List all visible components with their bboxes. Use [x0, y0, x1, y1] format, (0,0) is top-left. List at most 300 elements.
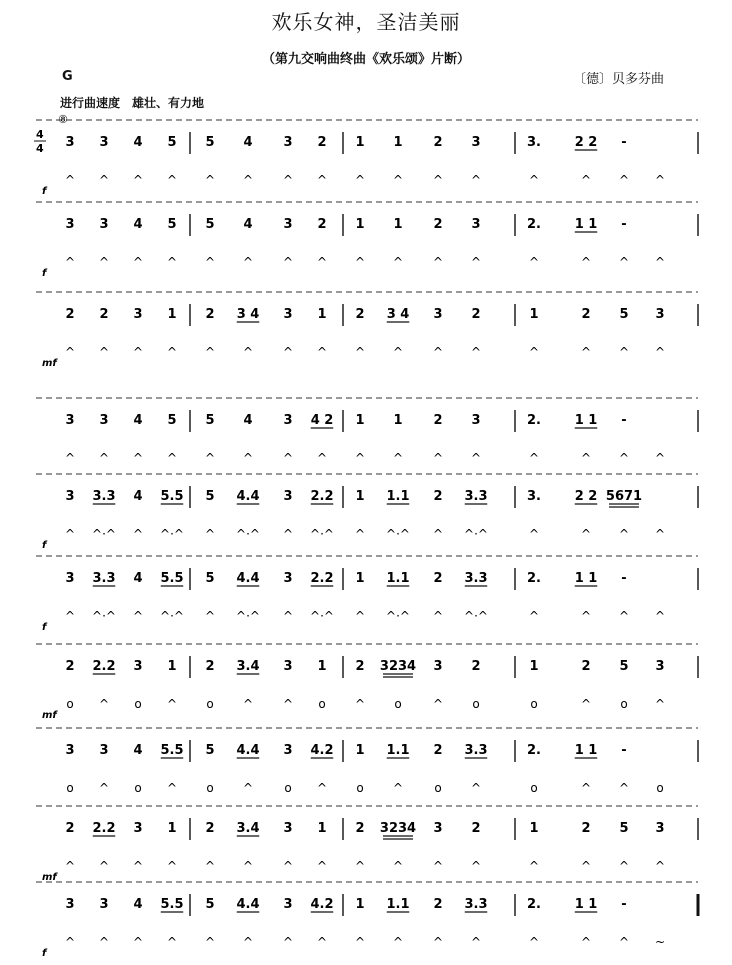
jianpu-note: 3	[471, 217, 481, 232]
articulation-mark: ^	[282, 697, 294, 711]
articulation-mark: ^	[528, 255, 540, 269]
jianpu-note: 2	[355, 307, 365, 322]
jianpu-note: 5	[205, 743, 215, 758]
jianpu-note: 4	[133, 135, 143, 150]
jianpu-note: 2	[581, 307, 591, 322]
articulation-mark: ^	[432, 345, 444, 359]
jianpu-note: 1	[355, 489, 365, 504]
articulation-mark: ^	[316, 345, 328, 359]
jianpu-note: 5	[205, 217, 215, 232]
jianpu-note: 3	[283, 821, 293, 836]
articulation-mark: ^	[242, 781, 254, 795]
jianpu-note: 2	[581, 821, 591, 836]
articulation-mark: ^	[528, 345, 540, 359]
jianpu-note: 3234	[379, 821, 417, 836]
articulation-mark: ^	[580, 935, 592, 949]
jianpu-note: 2.2	[310, 571, 334, 586]
articulation-mark: ^	[132, 255, 144, 269]
articulation-mark: ^	[654, 173, 666, 187]
articulation-mark: ^	[432, 935, 444, 949]
jianpu-note: 1	[529, 659, 539, 674]
jianpu-note: 3	[99, 217, 109, 232]
articulation-mark: ^	[98, 173, 110, 187]
articulation-mark: ^	[654, 451, 666, 465]
articulation-mark: ^	[204, 527, 216, 541]
articulation-mark: ^	[470, 781, 482, 795]
tempo-marking: 进行曲速度 雄壮、有力地	[60, 96, 205, 110]
jianpu-note: 1	[355, 217, 365, 232]
jianpu-note: 2	[205, 821, 215, 836]
jianpu-note: 4.2	[310, 743, 334, 758]
jianpu-note: 5	[205, 413, 215, 428]
jianpu-note: 5	[619, 307, 629, 322]
jianpu-note: 4.4	[236, 743, 260, 758]
articulation-mark: ^	[354, 609, 366, 623]
jianpu-note: 1 1	[574, 217, 598, 232]
articulation-mark: ^·^	[92, 609, 116, 623]
jianpu-note: 3	[433, 659, 443, 674]
time-signature-bottom: 4	[36, 142, 44, 155]
articulation-mark: ^	[580, 781, 592, 795]
articulation-mark: ^	[528, 173, 540, 187]
articulation-mark: ^	[242, 697, 254, 711]
articulation-mark: ^	[204, 451, 216, 465]
jianpu-note: 3	[283, 307, 293, 322]
jianpu-note: 2	[433, 217, 443, 232]
articulation-mark: o	[356, 781, 364, 795]
articulation-mark: ^	[580, 859, 592, 873]
jianpu-note: 4	[243, 217, 253, 232]
jianpu-note: 3	[65, 217, 75, 232]
articulation-mark: ^	[618, 859, 630, 873]
jianpu-note: 3	[283, 571, 293, 586]
articulation-mark: ^	[392, 173, 404, 187]
jianpu-note: 3	[283, 743, 293, 758]
jianpu-note: 3	[65, 135, 75, 150]
jianpu-note: 4.2	[310, 897, 334, 912]
jianpu-note: 3	[65, 489, 75, 504]
articulation-mark: ^	[64, 609, 76, 623]
jianpu-note: 1	[355, 743, 365, 758]
articulation-mark: ^·^	[464, 609, 488, 623]
jianpu-note: 5.5	[160, 571, 184, 586]
jianpu-note: 3.3	[464, 489, 488, 504]
jianpu-note: 2	[433, 135, 443, 150]
articulation-mark: o	[656, 781, 664, 795]
jianpu-note: 2.2	[92, 659, 116, 674]
articulation-mark: ^	[654, 697, 666, 711]
articulation-mark: ^	[618, 345, 630, 359]
jianpu-note: 3	[283, 659, 293, 674]
articulation-mark: ^	[98, 781, 110, 795]
articulation-mark: ^	[432, 173, 444, 187]
articulation-mark: ^	[282, 173, 294, 187]
jianpu-note: 2.	[527, 743, 541, 758]
jianpu-note: 1	[393, 135, 403, 150]
jianpu-note: 2.	[527, 413, 541, 428]
jianpu-note: 2.	[527, 571, 541, 586]
jianpu-note: 2	[433, 489, 443, 504]
articulation-mark: ^	[354, 173, 366, 187]
jianpu-note: 1	[317, 821, 327, 836]
jianpu-note: 1 1	[574, 897, 598, 912]
articulation-mark: ^	[432, 255, 444, 269]
articulation-mark: ^	[470, 859, 482, 873]
jianpu-note: 5.5	[160, 897, 184, 912]
jianpu-note: 2	[317, 135, 327, 150]
jianpu-note: 3	[433, 307, 443, 322]
articulation-mark: o	[66, 781, 74, 795]
jianpu-note: 1	[355, 135, 365, 150]
articulation-mark: ^	[470, 345, 482, 359]
articulation-mark: ^	[392, 451, 404, 465]
articulation-mark: ^	[470, 451, 482, 465]
jianpu-note: 1	[529, 821, 539, 836]
jianpu-note: 1.1	[386, 897, 410, 912]
articulation-mark: ^	[354, 527, 366, 541]
articulation-mark: ^	[580, 527, 592, 541]
jianpu-note: 5	[619, 659, 629, 674]
jianpu-note: -	[621, 217, 627, 232]
articulation-mark: ^	[242, 859, 254, 873]
articulation-mark: ^	[98, 345, 110, 359]
jianpu-note: 3.4	[236, 821, 260, 836]
articulation-mark: ^	[64, 173, 76, 187]
articulation-mark: o	[206, 697, 214, 711]
articulation-mark: ^·^	[160, 527, 184, 541]
jianpu-note: 1 1	[574, 571, 598, 586]
dynamic-marking: mf	[42, 872, 57, 883]
jianpu-note: 1	[167, 659, 177, 674]
jianpu-note: 5	[205, 571, 215, 586]
jianpu-note: 3	[99, 135, 109, 150]
articulation-mark: ^	[166, 859, 178, 873]
articulation-mark: ^	[282, 527, 294, 541]
articulation-mark: ^	[528, 609, 540, 623]
jianpu-note: 4	[243, 135, 253, 150]
jianpu-note: 3.3	[92, 571, 116, 586]
jianpu-note: 4	[133, 897, 143, 912]
articulation-mark: o	[134, 697, 142, 711]
song-title: 欢乐女神，圣洁美丽	[271, 10, 461, 34]
jianpu-note: 3.3	[464, 743, 488, 758]
articulation-mark: ^	[98, 935, 110, 949]
articulation-mark: ^	[98, 859, 110, 873]
jianpu-note: 3.3	[464, 571, 488, 586]
articulation-mark: ^	[470, 935, 482, 949]
jianpu-note: -	[621, 135, 627, 150]
key-signature: G	[62, 69, 73, 84]
dynamic-marking: mf	[42, 710, 57, 721]
articulation-mark: ^	[654, 527, 666, 541]
jianpu-note: 3.	[527, 489, 541, 504]
articulation-mark: ^	[132, 527, 144, 541]
jianpu-note: 3	[65, 413, 75, 428]
articulation-mark: ^	[282, 859, 294, 873]
jianpu-note: 1 1	[574, 743, 598, 758]
jianpu-note: 5	[205, 489, 215, 504]
articulation-mark: ^	[580, 697, 592, 711]
jianpu-note: -	[621, 571, 627, 586]
jianpu-note: 3	[655, 821, 665, 836]
jianpu-note: 2	[433, 413, 443, 428]
jianpu-note: 3	[133, 821, 143, 836]
articulation-mark: ^	[654, 255, 666, 269]
jianpu-note: -	[621, 897, 627, 912]
jianpu-note: -	[621, 743, 627, 758]
articulation-mark: ^	[618, 609, 630, 623]
jianpu-note: 3	[433, 821, 443, 836]
jianpu-note: 1	[317, 659, 327, 674]
jianpu-note: 2	[581, 659, 591, 674]
jianpu-note: 2	[471, 307, 481, 322]
articulation-mark: ^	[432, 697, 444, 711]
jianpu-note: 2.2	[310, 489, 334, 504]
dynamic-marking: f	[42, 622, 47, 633]
articulation-mark: ^	[580, 255, 592, 269]
jianpu-note: 5	[205, 897, 215, 912]
articulation-mark: ^	[64, 345, 76, 359]
jianpu-note: 2	[317, 217, 327, 232]
articulation-mark: ^·^	[386, 609, 410, 623]
jianpu-note: 3.4	[236, 659, 260, 674]
jianpu-note: 3	[99, 897, 109, 912]
articulation-mark: ^	[528, 859, 540, 873]
articulation-mark: ^	[242, 451, 254, 465]
jianpu-note: 2	[433, 571, 443, 586]
articulation-mark: ^	[354, 345, 366, 359]
articulation-mark: ^	[64, 255, 76, 269]
jianpu-note: 4.4	[236, 489, 260, 504]
articulation-mark: ^	[98, 451, 110, 465]
articulation-mark: ^	[470, 173, 482, 187]
articulation-mark: ^	[354, 451, 366, 465]
jianpu-note: 2	[205, 659, 215, 674]
articulation-mark: ^	[316, 255, 328, 269]
jianpu-note: 3	[99, 743, 109, 758]
time-signature-top: 4	[36, 128, 44, 141]
articulation-mark: ^	[242, 345, 254, 359]
jianpu-note: 3	[283, 135, 293, 150]
jianpu-note: 3	[283, 897, 293, 912]
jianpu-note: 2	[355, 821, 365, 836]
jianpu-note: 4	[243, 413, 253, 428]
jianpu-note: 3	[65, 897, 75, 912]
articulation-mark: o	[434, 781, 442, 795]
articulation-mark: ^	[392, 345, 404, 359]
articulation-mark: ^	[132, 609, 144, 623]
jianpu-note: 3	[65, 571, 75, 586]
articulation-mark: ^	[432, 609, 444, 623]
articulation-mark: ^	[204, 859, 216, 873]
jianpu-note: 3.3	[92, 489, 116, 504]
articulation-mark: ^	[392, 781, 404, 795]
articulation-mark: ^	[618, 527, 630, 541]
jianpu-note: 4	[133, 571, 143, 586]
jianpu-note: 2.2	[92, 821, 116, 836]
articulation-mark: ^	[316, 781, 328, 795]
articulation-mark: o	[472, 697, 480, 711]
articulation-mark: ~	[654, 935, 666, 949]
articulation-mark: ^·^	[310, 609, 334, 623]
jianpu-note: 2 2	[574, 489, 598, 504]
jianpu-note: 4	[133, 743, 143, 758]
jianpu-note: 1.1	[386, 571, 410, 586]
jianpu-note: -	[621, 413, 627, 428]
jianpu-note: 5	[205, 135, 215, 150]
jianpu-note: 3	[133, 307, 143, 322]
articulation-mark: o	[66, 697, 74, 711]
articulation-mark: ^	[204, 345, 216, 359]
articulation-mark: ^	[432, 527, 444, 541]
articulation-mark: ^	[166, 935, 178, 949]
song-subtitle: （第九交响曲终曲《欢乐颂》片断）	[261, 52, 470, 67]
articulation-mark: ^	[282, 255, 294, 269]
jianpu-note: 2	[65, 821, 75, 836]
articulation-mark: ^	[242, 935, 254, 949]
articulation-mark: ^	[282, 345, 294, 359]
articulation-mark: o	[620, 697, 628, 711]
dynamic-marking: f	[42, 268, 47, 279]
jianpu-note: 3.	[527, 135, 541, 150]
articulation-mark: o	[394, 697, 402, 711]
articulation-mark: ^	[166, 781, 178, 795]
jianpu-note: 3	[655, 307, 665, 322]
articulation-mark: ^	[654, 609, 666, 623]
articulation-mark: ^	[98, 255, 110, 269]
jianpu-note: 1	[529, 307, 539, 322]
jianpu-note: 3234	[379, 659, 417, 674]
articulation-mark: ^	[528, 935, 540, 949]
jianpu-note: 3	[65, 743, 75, 758]
articulation-mark: ^·^	[386, 527, 410, 541]
jianpu-note: 2.	[527, 217, 541, 232]
articulation-mark: ^	[242, 173, 254, 187]
articulation-mark: ^	[132, 859, 144, 873]
jianpu-note: 1	[355, 413, 365, 428]
articulation-mark: ^	[132, 935, 144, 949]
composer-credit: 〔德〕贝多芬曲	[572, 72, 664, 87]
jianpu-note: 2	[355, 659, 365, 674]
jianpu-note: 2.	[527, 897, 541, 912]
articulation-mark: ^	[392, 935, 404, 949]
articulation-mark: ^	[64, 935, 76, 949]
articulation-mark: ^	[64, 451, 76, 465]
jianpu-note: 2	[99, 307, 109, 322]
jianpu-note: 2	[433, 743, 443, 758]
jianpu-note: 2	[471, 659, 481, 674]
articulation-mark: ^·^	[236, 527, 260, 541]
articulation-mark: o	[206, 781, 214, 795]
articulation-mark: o	[530, 697, 538, 711]
articulation-mark: ^·^	[92, 527, 116, 541]
articulation-mark: ^	[618, 451, 630, 465]
jianpu-note: 4 2	[310, 413, 334, 428]
jianpu-note: 3	[471, 135, 481, 150]
articulation-mark: ^	[166, 255, 178, 269]
articulation-mark: ^	[618, 935, 630, 949]
articulation-mark: ^	[354, 859, 366, 873]
jianpu-note: 2	[471, 821, 481, 836]
articulation-mark: ^	[316, 935, 328, 949]
articulation-mark: ^	[166, 173, 178, 187]
articulation-mark: ^	[580, 451, 592, 465]
articulation-mark: ^	[392, 859, 404, 873]
jianpu-note: 1	[393, 413, 403, 428]
jianpu-note: 5	[167, 217, 177, 232]
jianpu-note: 1	[393, 217, 403, 232]
dynamic-marking: f	[42, 948, 47, 959]
articulation-mark: ^	[98, 697, 110, 711]
jianpu-note: 4	[133, 413, 143, 428]
articulation-mark: o	[318, 697, 326, 711]
jianpu-note: 4.4	[236, 897, 260, 912]
articulation-mark: o	[134, 781, 142, 795]
articulation-mark: ^·^	[236, 609, 260, 623]
articulation-mark: o	[284, 781, 292, 795]
jianpu-note: 5.5	[160, 489, 184, 504]
jianpu-note: 5671	[605, 489, 643, 504]
articulation-mark: ^	[354, 255, 366, 269]
jianpu-note: 1	[355, 571, 365, 586]
articulation-mark: ^	[282, 935, 294, 949]
articulation-mark: ^	[204, 609, 216, 623]
jianpu-note: 3 4	[236, 307, 260, 322]
jianpu-note: 2	[65, 659, 75, 674]
articulation-mark: ^	[580, 609, 592, 623]
jianpu-note: 5	[167, 413, 177, 428]
jianpu-note: 5.5	[160, 743, 184, 758]
jianpu-note: 5	[167, 135, 177, 150]
dynamic-marking: f	[42, 186, 47, 197]
articulation-mark: ^	[470, 255, 482, 269]
articulation-mark: ^	[654, 859, 666, 873]
jianpu-note: 3	[283, 217, 293, 232]
jianpu-note: 5	[619, 821, 629, 836]
articulation-mark: o	[530, 781, 538, 795]
articulation-mark: ^	[316, 173, 328, 187]
articulation-mark: ^	[618, 255, 630, 269]
articulation-mark: ^	[282, 451, 294, 465]
articulation-mark: ^	[166, 697, 178, 711]
articulation-mark: ^	[654, 345, 666, 359]
jianpu-note: 3	[283, 413, 293, 428]
dynamic-marking: mf	[42, 358, 57, 369]
articulation-mark: ^	[204, 255, 216, 269]
articulation-mark: ^	[64, 527, 76, 541]
jianpu-note: 1.1	[386, 743, 410, 758]
articulation-mark: ^	[392, 255, 404, 269]
articulation-mark: ^	[432, 859, 444, 873]
jianpu-note: 3	[655, 659, 665, 674]
articulation-mark: ^	[618, 173, 630, 187]
articulation-mark: ^	[316, 859, 328, 873]
articulation-mark: ^	[204, 173, 216, 187]
jianpu-note: 1 1	[574, 413, 598, 428]
jianpu-note: 2	[433, 897, 443, 912]
articulation-mark: ^	[132, 451, 144, 465]
jianpu-note: 4	[133, 217, 143, 232]
dynamic-marking: f	[42, 540, 47, 551]
articulation-mark: ^	[204, 935, 216, 949]
jianpu-note: 2 2	[574, 135, 598, 150]
articulation-mark: ^	[580, 345, 592, 359]
jianpu-note: 3 4	[386, 307, 410, 322]
articulation-mark: ^·^	[464, 527, 488, 541]
jianpu-note: 4.4	[236, 571, 260, 586]
jianpu-note: 3	[99, 413, 109, 428]
jianpu-note: 1	[355, 897, 365, 912]
